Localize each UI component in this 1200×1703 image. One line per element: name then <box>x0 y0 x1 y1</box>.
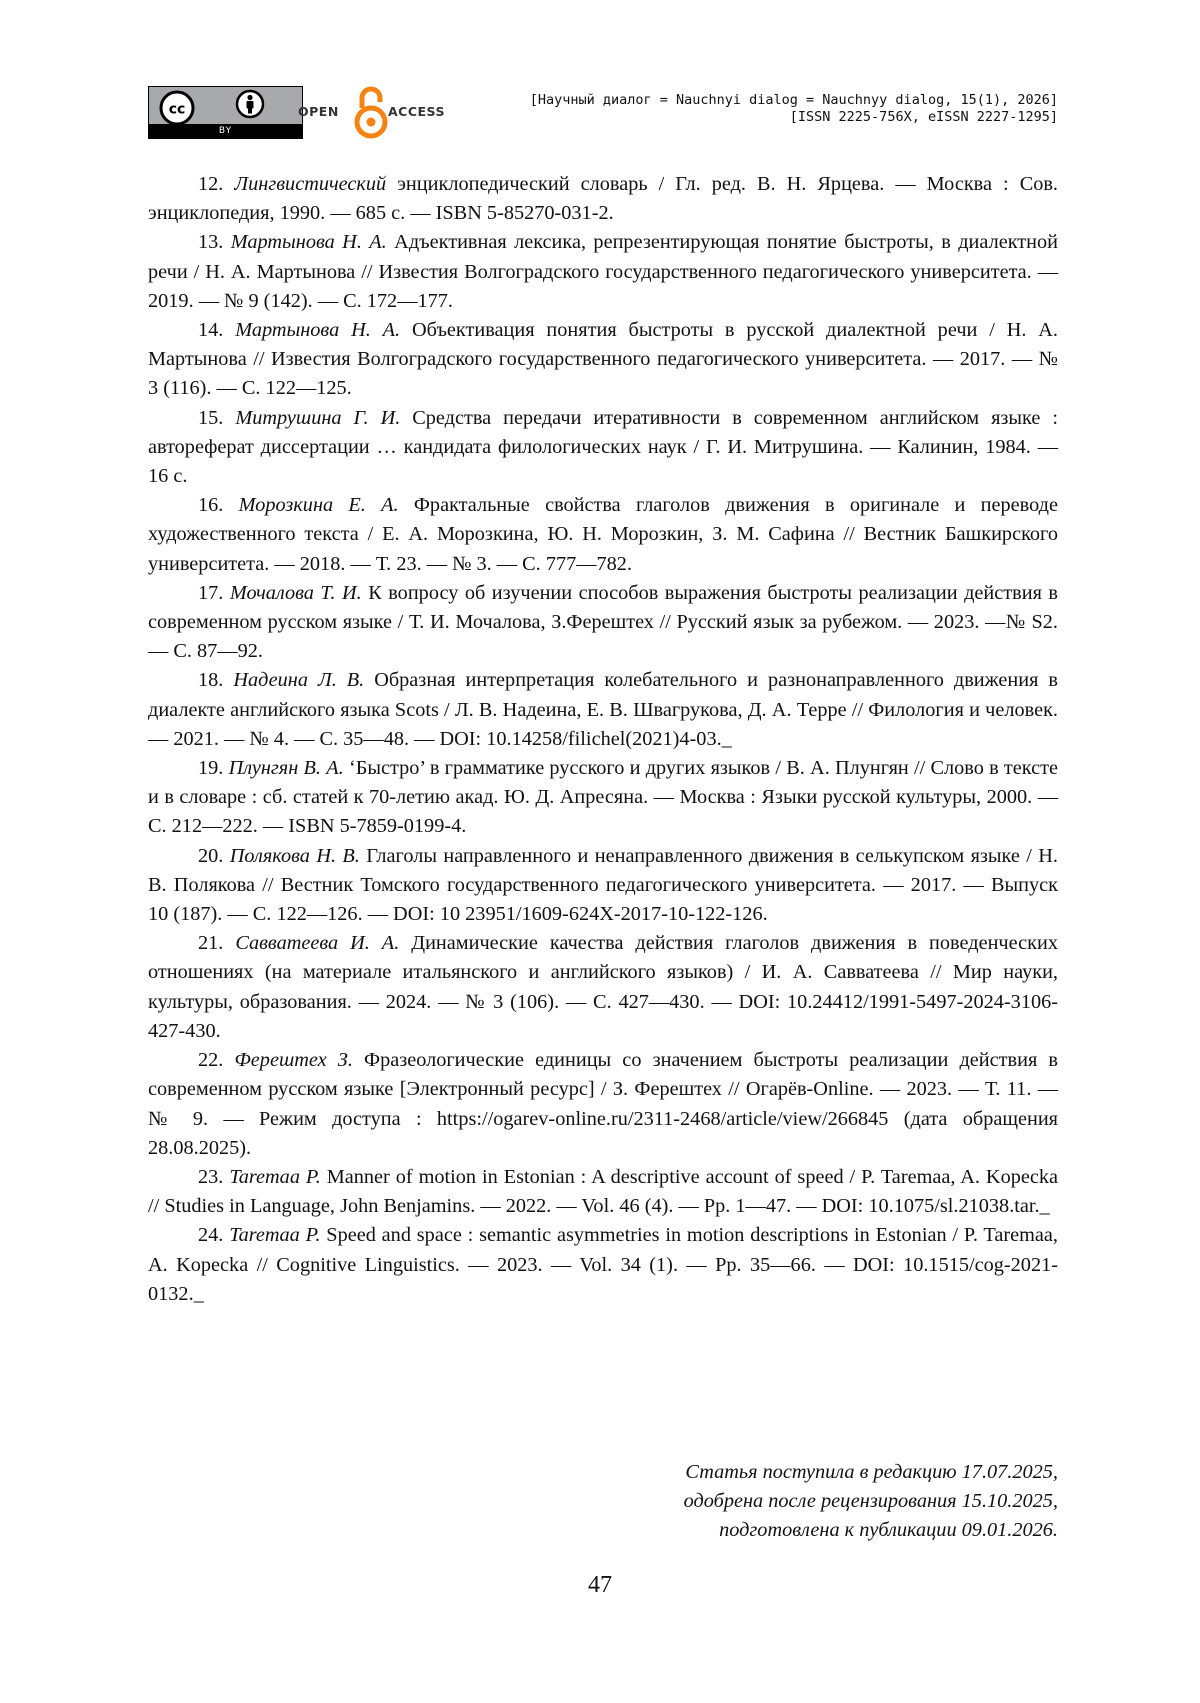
reference-author: Полякова Н. В. <box>229 844 360 867</box>
reference-number: 20. <box>198 844 224 867</box>
reference-item <box>148 1163 1058 1221</box>
reference-text: Объективация понятия быстроты в русской диалектной речи / Н. А. Мартынова // Известия Волгоградского государственного педагогического университета. — 2017. — № 3 (116). — С. 122—125. <box>148 319 1059 400</box>
reference-item <box>148 1221 1058 1309</box>
journal-citation-line2: [ISSN 2225-756X, eISSN 2227-1295] <box>789 109 1058 125</box>
reference-author: Савватеева И. А. <box>235 932 400 955</box>
by-label: BY <box>218 126 233 136</box>
reference-list <box>148 170 1058 1309</box>
reference-author: Ферештех З. <box>234 1049 353 1072</box>
reference-author: Taremaa P. <box>229 1224 321 1247</box>
cc-label: cc <box>168 101 186 118</box>
reference-number: 13. <box>198 231 224 254</box>
reference-item <box>148 1046 1058 1163</box>
reference-text: Глаголы направленного и ненаправленного движения в селькупском языке / Н. В. Полякова // Вестник Томского государственного педагогического университета. — 2017. — Выпуск 10 (187). — С. 122—126. — DOI: 10 23951/1609-624X-2017-10-122-126. <box>148 844 1058 926</box>
reference-number: 21. <box>198 932 224 955</box>
prepared-line: подготовлена к публикации 09.01.2026. <box>719 1519 1058 1542</box>
reference-text: Динамические качества действия глаголов движения в поведенческих отношениях (на материале итальянского и английского языков) / И. А. Савватеева // Мир науки, культуры, образования. — 2024. — № 3 (106). — С. 427—430. — DOI: 10.24412/1991-5497-2024-3106-427-430. <box>148 932 1058 1042</box>
reference-text: энциклопедический словарь / Гл. ред. В. Н. Ярцева. — Москва : Сов. энциклопедия, 1990. — 685 с. — ISBN 5-85270-031-2. <box>148 173 1059 225</box>
reference-item <box>148 666 1058 754</box>
journal-citation <box>530 92 1058 126</box>
reference-text: Speed and space : semantic asymmetries in motion descriptions in Estonian / P. Taremaa, A. Kopecka // Cognitive Linguistics. — 2023. — Vol. 34 (1). — Pp. 35—66. — DOI: 10.1515/cog-2021-0132._ <box>148 1224 1059 1305</box>
reference-number: 15. <box>198 406 224 429</box>
reference-author: Мартынова Н. А. <box>235 319 401 342</box>
reference-item <box>148 491 1058 579</box>
reference-author: Мартынова Н. А. <box>230 231 387 254</box>
reference-item <box>148 754 1058 842</box>
reference-author: Митрушина Г. И. <box>235 406 401 429</box>
reference-number: 14. <box>198 319 224 342</box>
reference-author: Надеина Л. В. <box>233 669 365 692</box>
reviewed-line: одобрена после рецензирования 15.10.2025, <box>683 1490 1058 1513</box>
reference-text: Фрактальные свойства глаголов движения в оригинале и переводе художественного текста / Е. А. Морозкина, Ю. Н. Морозкин, З. М. Сафина // Вестник Башкирского университета. — 2018. — Т. 23. — № 3. — С. 777—782. <box>148 494 1058 575</box>
reference-text: К вопросу об изучении способов выражения быстроты реализации действия в современном русском языке / Т. И. Мочалова, З.Ферештех // Русский язык за рубежом. — 2023. —№ S2. — С. 87—92. <box>148 581 1058 663</box>
reference-number: 12. <box>198 173 224 195</box>
reference-item <box>148 404 1058 492</box>
reference-author: Мочалова Т. И. <box>229 581 362 604</box>
open-access-lock-icon[interactable] <box>351 86 391 140</box>
reference-author: Плунгян В. А. <box>228 757 344 780</box>
reference-item <box>148 842 1058 930</box>
reference-item <box>148 316 1058 404</box>
reference-number: 17. <box>198 581 224 604</box>
reference-text: Фразеологические единицы со значением быстроты реализации действия в современном русском языке [Электронный ресурс] / З. Ферештех // Огарёв-Online. — 2023. — Т. 11. — № 9. — Режим доступа : https://ogarev-online.ru/2311-2468/article/view/266845 (дата обращения 28.08.2025). <box>148 1049 1058 1159</box>
reference-text: Адъективная лексика, репрезентирующая понятие быстроты, в диалектной речи / Н. А. Мартынова // Известия Волгоградского государственного педагогического университета. — 2019. — № 9 (142). — С. 172—177. <box>148 231 1058 312</box>
reference-number: 22. <box>198 1049 224 1072</box>
page-header <box>148 86 1058 142</box>
open-access-access-label: ACCESS <box>388 104 446 119</box>
journal-citation-line1: [Научный диалог = Nauchnyi dialog = Nauchnyy dialog, 15(1), 2026] <box>529 92 1058 108</box>
reference-number: 16. <box>198 494 224 517</box>
reference-text: ‘Быстро’ в грамматике русского и других языков / В. А. Плунгян // Слово в тексте и в словаре : сб. статей к 70-летию акад. Ю. Д. Апресяна. — Москва : Языки русской культуры, 2000. — С. 212—222. — ISBN 5-7859-0199-4. <box>148 757 1059 838</box>
reference-number: 23. <box>198 1165 224 1188</box>
reference-author: Лингвистический <box>234 173 387 195</box>
reference-number: 18. <box>198 669 224 692</box>
reference-item <box>148 929 1058 1046</box>
received-dates <box>684 1458 1058 1546</box>
by-person-icon <box>235 89 265 119</box>
cc-by-license-badge[interactable] <box>148 86 303 139</box>
reference-item <box>148 579 1058 667</box>
page-number: 47 <box>588 1572 612 1598</box>
reference-item <box>148 228 1058 316</box>
open-access-open-label: OPEN <box>298 104 339 119</box>
reference-text: Manner of motion in Estonian : A descriptive account of speed / P. Taremaa, A. Kopecka // Studies in Language, John Benjamins. — 2022. — Vol. 46 (4). — Pp. 1—47. — DOI: 10.1075/sl.21038.tar._ <box>148 1165 1058 1218</box>
received-line: Статья поступила в редакцию 17.07.2025, <box>685 1461 1058 1483</box>
reference-item <box>148 170 1058 228</box>
reference-number: 24. <box>198 1224 224 1247</box>
reference-text: Средства передачи итеративности в современном английском языке : автореферат диссертации … кандидата филологических наук / Г. И. Митрушина. — Калинин, 1984. — 16 с. <box>148 406 1058 488</box>
reference-author: Морозкина Е. А. <box>238 494 399 517</box>
reference-number: 19. <box>198 757 224 780</box>
cc-icon <box>159 90 195 126</box>
reference-author: Taremaa P. <box>229 1165 321 1188</box>
reference-text: Образная интерпретация колебательного и разнонаправленного движения в диалекте английского языка Scots / Л. В. Надеина, Е. В. Швагрукова, Д. А. Терре // Филология и человек. — 2021. — № 4. — С. 35—48. — DOI: 10.14258/filichel(2021)4-03._ <box>148 669 1058 750</box>
